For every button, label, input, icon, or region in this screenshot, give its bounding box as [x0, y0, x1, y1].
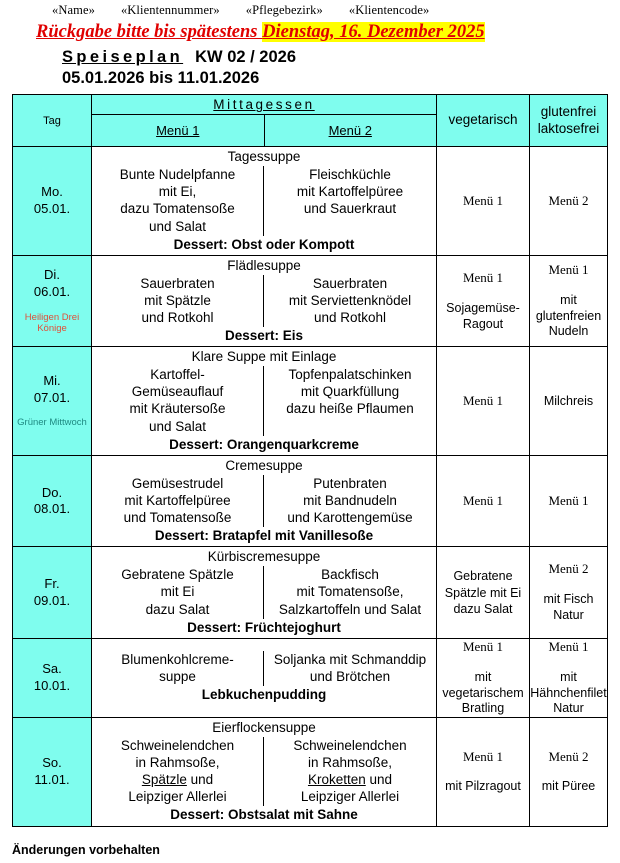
menu-line: suppe: [159, 668, 196, 684]
table-row: [13, 347, 608, 456]
menu-line: mit Spätzle: [144, 292, 211, 308]
day-date: 06.01.: [33, 283, 71, 299]
table-row: [13, 255, 608, 346]
menu-line: Topfenpalatschinken: [288, 367, 412, 383]
menu-line: mit Tomatensoße,: [296, 584, 404, 600]
vegetarisch-cell-desc: Sojagemüse-Ragout: [446, 300, 520, 331]
menu2-column: [264, 651, 436, 686]
table-row: [13, 718, 608, 827]
glutenfrei-cell: [530, 347, 608, 456]
vegetarisch-cell-desc: Gebratene Spätzle mit Ei dazu Salat: [444, 569, 522, 616]
menu1-column: [92, 166, 264, 236]
day-date: 10.01.: [33, 677, 71, 693]
menu1-column: [92, 475, 264, 527]
glutenfrei-cell-desc: mit glutenfreien Nudeln: [535, 292, 602, 339]
menu-line: Fleischküchle: [309, 167, 391, 183]
day-name: Sa.: [42, 661, 62, 677]
menu-line: dazu Tomatensoße: [120, 201, 235, 217]
menu-line: mit Kräutersoße: [129, 401, 226, 417]
vegetarisch-cell-title: Menü 1: [462, 638, 504, 654]
glutenfrei-cell-title: Menü 1: [548, 262, 589, 277]
dessert-label: Dessert: Orangenquarkcreme: [169, 436, 359, 452]
menu-line: Salzkartoffeln und Salat: [278, 601, 422, 617]
menu-line: und Rotkohl: [141, 309, 214, 325]
glutenfrei-cell: [530, 638, 608, 717]
return-deadline-notice: [0, 22, 620, 43]
day-cell: [13, 718, 92, 827]
day-date: 07.01.: [33, 389, 71, 405]
soup-label: Eierflockensuppe: [212, 720, 316, 736]
vegetarisch-cell: [437, 255, 530, 346]
vegetarisch-cell-title: Menü 1: [462, 392, 504, 408]
menu-line: Putenbraten: [313, 475, 387, 491]
menu-line: Leipziger Allerlei: [300, 789, 400, 805]
dessert-label: Dessert: Früchtejoghurt: [187, 619, 341, 635]
menu-line: in Rahmsoße,: [307, 755, 393, 771]
dessert-label: Dessert: Bratapfel mit Vanillesoße: [154, 528, 374, 544]
header-glutenfrei-line1: glutenfrei: [540, 103, 597, 119]
soup-label: Tagessuppe: [227, 149, 301, 165]
header-tag: Tag: [13, 95, 92, 147]
day-cell: [13, 547, 92, 638]
vegetarisch-cell-title: Menü 1: [462, 192, 504, 208]
table-row: [13, 638, 608, 717]
menu-line: dazu Salat: [145, 601, 210, 617]
menu-line: und Rotkohl: [313, 309, 387, 325]
glutenfrei-cell-desc: mit Püree: [541, 779, 596, 794]
vegetarisch-cell-title: Menü 1: [462, 492, 504, 508]
vegetarisch-cell-title: Menü 1: [462, 748, 504, 764]
header-menu-columns: [92, 115, 437, 147]
day-cell: [13, 255, 92, 346]
day-cell: [13, 638, 92, 717]
menu2-column: [264, 737, 436, 807]
meal-cell: [92, 147, 437, 256]
dessert-label: Dessert: Eis: [224, 328, 304, 344]
merge-field-3: «Klientencode»: [348, 3, 430, 17]
menu-line: mit Bandnudeln: [303, 492, 397, 508]
day-date: 05.01.: [33, 201, 71, 217]
glutenfrei-cell: [530, 147, 608, 256]
menu-line: Blumenkohlcreme-: [121, 651, 234, 667]
day-date: 11.01.: [34, 771, 70, 787]
glutenfrei-cell-title: Menü 2: [548, 748, 589, 764]
header-menu1: Menü 1: [156, 123, 200, 139]
soup-label: Flädlesuppe: [227, 257, 301, 273]
header-vegetarisch: vegetarisch: [437, 95, 530, 147]
header-row-top: [13, 95, 608, 115]
day-name: Mo.: [41, 184, 63, 200]
menu-line: Backfisch: [321, 567, 379, 583]
merge-field-2: «Pflegebezirk»: [245, 3, 323, 17]
header-menu2: Menü 2: [328, 123, 372, 139]
vegetarisch-cell: [437, 718, 530, 827]
menu-line: Gebratene Spätzle: [121, 567, 234, 583]
menu-line: Schweinelendchen: [120, 737, 235, 753]
menu-line: Sauerbraten: [140, 275, 215, 291]
menu-line: mit Ei: [160, 584, 195, 600]
menu-line: und Salat: [148, 418, 207, 434]
menu1-column: [92, 275, 264, 327]
glutenfrei-cell-title: Menü 1: [548, 492, 589, 508]
meal-cell: [92, 455, 437, 546]
notice-lead-text: Rückgabe bitte bis spätestens: [36, 22, 263, 42]
notice-deadline-date: Dienstag, 16. Dezember 2025: [262, 22, 485, 42]
table-row: [13, 547, 608, 638]
glutenfrei-cell: [530, 547, 608, 638]
day-date: 08.01.: [33, 501, 71, 517]
day-note: Heiligen Drei Könige: [24, 311, 80, 335]
footer-disclaimer: Änderungen vorbehalten: [12, 842, 160, 857]
menu-line: mit Quarkfüllung: [300, 384, 400, 400]
meal-cell: [92, 718, 437, 827]
menu-line: mit Kartoffelpüree: [124, 492, 231, 508]
menu1-column: [92, 566, 264, 618]
meal-cell: [92, 547, 437, 638]
menu-line: Schweinelendchen: [293, 737, 407, 753]
page-title-word: Speiseplan: [62, 48, 184, 67]
menu-line: und Karottengemüse: [287, 510, 413, 526]
menu-line: und Salat: [148, 218, 207, 234]
table-header: [13, 95, 608, 147]
page-title: [62, 48, 620, 67]
meal-plan-table-wrapper: [12, 94, 608, 826]
table-row: [13, 147, 608, 256]
meal-plan-table: [12, 94, 608, 826]
menu-line: in Rahmsoße,: [135, 755, 220, 771]
vegetarisch-cell: [437, 638, 530, 717]
day-name: Fr.: [44, 576, 60, 592]
menu-line: Sauerbraten: [312, 275, 388, 291]
date-range-label: 05.01.2026 bis 11.01.2026: [62, 68, 260, 87]
header-glutenfrei: [530, 95, 608, 147]
title-block: [0, 48, 620, 88]
day-note: Grüner Mittwoch: [17, 417, 87, 429]
merge-field-1: «Klientennummer»: [120, 3, 220, 17]
menu-line: mit Serviettenknödel: [288, 292, 412, 308]
menu2-column: [264, 166, 436, 236]
soup-label: Klare Suppe mit Einlage: [191, 349, 337, 365]
menu-line: Bunte Nudelpfanne: [119, 167, 236, 183]
menu2-column: [264, 475, 436, 527]
menu1-column: [92, 366, 264, 436]
calendar-week-label: KW 02 / 2026: [195, 48, 297, 67]
merge-field-0: «Name»: [52, 3, 95, 17]
day-name: So.: [42, 755, 62, 771]
glutenfrei-cell-desc: mit Hähnchenfilet Natur: [530, 669, 607, 716]
meal-cell: [92, 255, 437, 346]
soup-label: Cremesuppe: [225, 457, 303, 473]
table-row: [13, 455, 608, 546]
vegetarisch-cell: [437, 147, 530, 256]
vegetarisch-cell-desc: mit vegetarischem Bratling: [442, 669, 524, 716]
menu1-column: [92, 737, 264, 807]
day-cell: [13, 147, 92, 256]
menu-line: Kartoffel-: [150, 367, 205, 383]
menu-line: Gemüsestrudel: [131, 475, 224, 491]
day-name: Do.: [41, 484, 63, 500]
meal-cell: [92, 638, 437, 717]
glutenfrei-cell-title: Menü 2: [548, 192, 589, 208]
dessert-label: Dessert: Obst oder Kompott: [173, 236, 355, 252]
glutenfrei-cell-title: Menü 1: [548, 638, 589, 654]
meal-cell: [92, 347, 437, 456]
vegetarisch-cell: [437, 547, 530, 638]
menu-line: Spätzle und: [141, 772, 214, 788]
vegetarisch-cell-title: Menü 1: [462, 269, 504, 285]
glutenfrei-cell-desc: Milchreis: [543, 394, 594, 408]
menu1-column: [92, 651, 264, 686]
header-mittagessen: Mittagessen: [92, 95, 437, 115]
menu-line: Gemüseauflauf: [131, 384, 224, 400]
glutenfrei-cell: [530, 718, 608, 827]
menu-line: und Tomatensoße: [123, 510, 232, 526]
soup-label: Kürbiscremesuppe: [207, 549, 321, 565]
dessert-label: Lebkuchenpudding: [201, 687, 327, 703]
vegetarisch-cell: [437, 347, 530, 456]
glutenfrei-cell-title: Menü 2: [548, 561, 589, 577]
table-body: [13, 147, 608, 826]
glutenfrei-cell: [530, 455, 608, 546]
menu-line: und Brötchen: [309, 668, 391, 684]
vegetarisch-cell: [437, 455, 530, 546]
header-glutenfrei-line2: laktosefrei: [537, 120, 600, 136]
menu2-column: [264, 275, 436, 327]
menu2-column: [264, 566, 436, 618]
menu-line: Leipziger Allerlei: [128, 789, 227, 805]
vegetarisch-cell-desc: mit Pilzragout: [445, 779, 521, 794]
day-name: Mi.: [43, 373, 61, 389]
day-cell: [13, 455, 92, 546]
day-name: Di.: [44, 267, 60, 283]
day-cell: [13, 347, 92, 456]
menu2-column: [264, 366, 436, 436]
day-date: 09.01.: [33, 592, 71, 608]
menu-line: mit Kartoffelpüree: [296, 184, 404, 200]
menu-line: Soljanka mit Schmanddip: [273, 651, 427, 667]
menu-line: Kroketten und: [307, 772, 393, 788]
glutenfrei-cell-desc: mit Fisch Natur: [543, 592, 594, 623]
dessert-label: Dessert: Obstsalat mit Sahne: [170, 807, 358, 823]
merge-field-row: [0, 0, 620, 18]
menu-line: dazu heiße Pflaumen: [286, 401, 414, 417]
menu-line: und Sauerkraut: [303, 201, 397, 217]
menu-line: mit Ei,: [158, 184, 197, 200]
glutenfrei-cell: [530, 255, 608, 346]
